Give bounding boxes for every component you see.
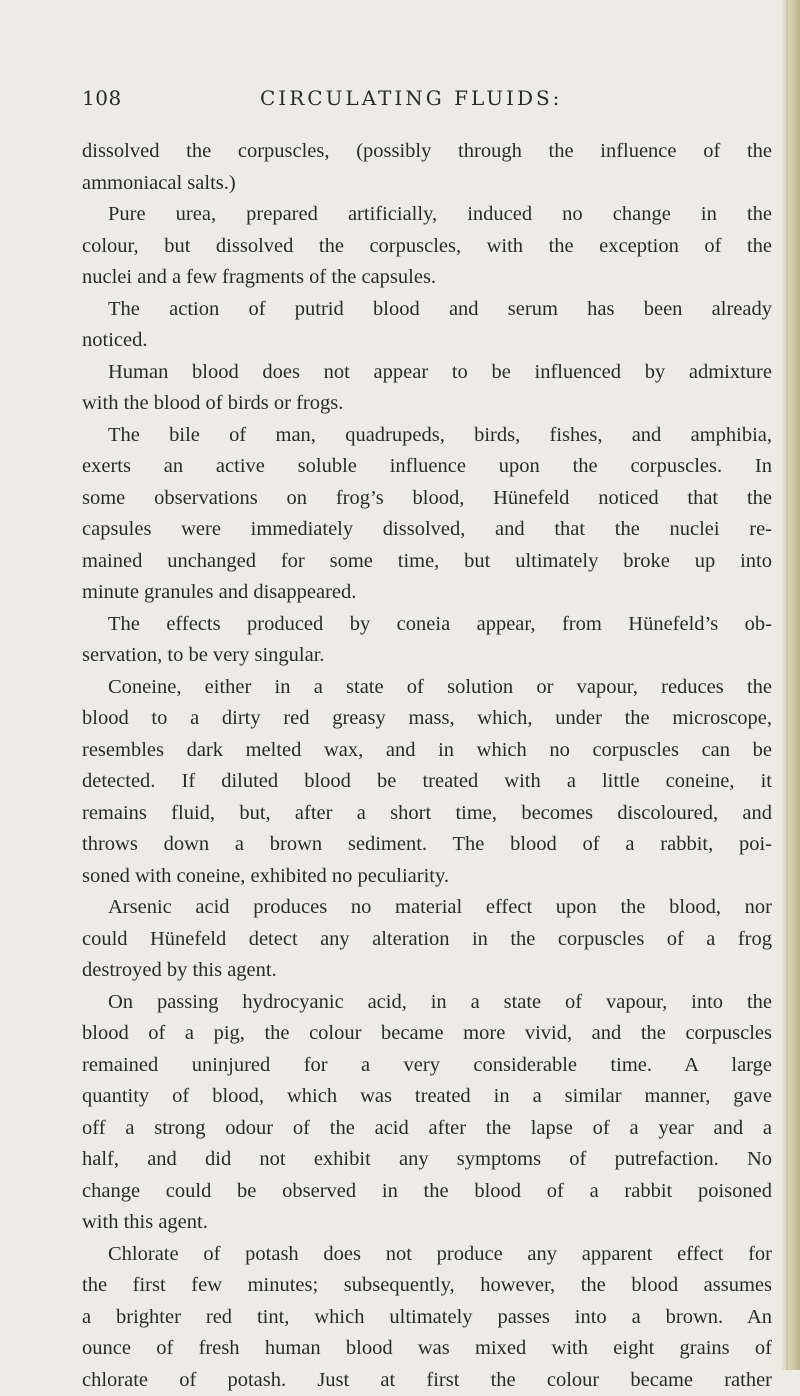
text-line: a brighter red tint, which ultimately passes into a brown. An	[82, 1302, 772, 1334]
text-line: ounce of fresh human blood was mixed with eight grains of	[82, 1333, 772, 1365]
text-line: detected. If diluted blood be treated with a little coneine, it	[82, 766, 772, 798]
text-line: Pure urea, prepared artificially, induced no change in the	[82, 199, 772, 231]
text-line: The effects produced by coneia appear, from Hünefeld’s ob-	[82, 609, 772, 641]
text-line: The action of putrid blood and serum has been already	[82, 294, 772, 326]
text-line: half, and did not exhibit any symptoms of putrefaction. No	[82, 1144, 772, 1176]
text-line: minute granules and disappeared.	[82, 577, 772, 609]
page-edge	[782, 0, 800, 1370]
text-line: Human blood does not appear to be influenced by admixture	[82, 357, 772, 389]
text-line: Arsenic acid produces no material effect upon the blood, nor	[82, 892, 772, 924]
text-line: On passing hydrocyanic acid, in a state of vapour, into the	[82, 987, 772, 1019]
text-line: ammoniacal salts.)	[82, 168, 772, 200]
text-line: remained uninjured for a very considerable time. A large	[82, 1050, 772, 1082]
text-line: blood to a dirty red greasy mass, which, under the microscope,	[82, 703, 772, 735]
text-line: throws down a brown sediment. The blood of a rabbit, poi-	[82, 829, 772, 861]
text-line: exerts an active soluble influence upon the corpuscles. In	[82, 451, 772, 483]
text-line: noticed.	[82, 325, 772, 357]
text-line: quantity of blood, which was treated in a similar manner, gave	[82, 1081, 772, 1113]
text-line: soned with coneine, exhibited no peculiarity.	[82, 861, 772, 893]
text-line: the first few minutes; subsequently, however, the blood assumes	[82, 1270, 772, 1302]
page-header	[82, 86, 772, 116]
text-line: blood of a pig, the colour became more vivid, and the corpuscles	[82, 1018, 772, 1050]
text-line: with the blood of birds or frogs.	[82, 388, 772, 420]
text-line: remains fluid, but, after a short time, becomes discoloured, and	[82, 798, 772, 830]
text-line: mained unchanged for some time, but ultimately broke up into	[82, 546, 772, 578]
page-number: 108	[82, 86, 122, 110]
text-line: The bile of man, quadrupeds, birds, fishes, and amphibia,	[82, 420, 772, 452]
text-line: Chlorate of potash does not produce any apparent effect for	[82, 1239, 772, 1271]
text-line: off a strong odour of the acid after the lapse of a year and a	[82, 1113, 772, 1145]
text-line: some observations on frog’s blood, Hünefeld noticed that the	[82, 483, 772, 515]
text-line: change could be observed in the blood of a rabbit poisoned	[82, 1176, 772, 1208]
text-line: destroyed by this agent.	[82, 955, 772, 987]
text-line: could Hünefeld detect any alteration in the corpuscles of a frog	[82, 924, 772, 956]
text-line: nuclei and a few fragments of the capsules.	[82, 262, 772, 294]
text-line: capsules were immediately dissolved, and that the nuclei re-	[82, 514, 772, 546]
text-line: dissolved the corpuscles, (possibly through the influence of the	[82, 136, 772, 168]
text-line: Coneine, either in a state of solution or vapour, reduces the	[82, 672, 772, 704]
text-line: servation, to be very singular.	[82, 640, 772, 672]
body-text	[82, 136, 772, 1396]
running-head: CIRCULATING FLUIDS:	[260, 86, 562, 110]
text-line: resembles dark melted wax, and in which no corpuscles can be	[82, 735, 772, 767]
text-line: with this agent.	[82, 1207, 772, 1239]
text-line: chlorate of potash. Just at first the colour became rather	[82, 1365, 772, 1396]
text-line: colour, but dissolved the corpuscles, with the exception of the	[82, 231, 772, 263]
